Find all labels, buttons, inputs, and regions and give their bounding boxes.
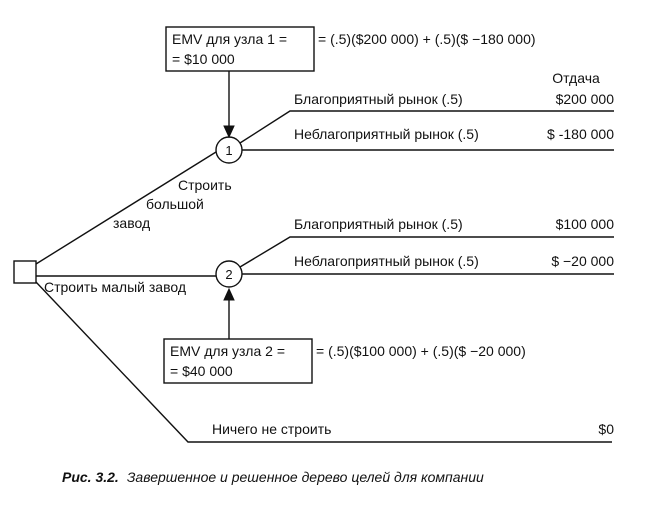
figure-caption (62, 469, 484, 485)
emv-node-1-title: EMV для узла 1 = (172, 31, 287, 47)
emv-node-1-formula: = (.5)($200 000) + (.5)($ −180 000) (318, 31, 536, 47)
chance-node-2-number: 2 (225, 267, 233, 282)
emv-arrow-2-head (224, 289, 234, 300)
decision-large-line-3: завод (113, 215, 151, 231)
payoff-1: $200 000 (555, 91, 614, 107)
decision-node (14, 261, 36, 283)
payoff-3: $100 000 (555, 216, 614, 232)
outcome-label-2: Неблагоприятный рынок (.5) (294, 126, 479, 142)
emv-node-1-value: = $10 000 (172, 51, 235, 67)
payoff-4: $ −20 000 (551, 253, 614, 269)
emv-node-2-title: EMV для узла 2 = (170, 343, 285, 359)
decision-nothing-label: Ничего не строить (212, 421, 332, 437)
decision-large-line-2: большой (146, 196, 204, 212)
decision-large-line-1: Строить (178, 177, 232, 193)
outcome-label-3: Благоприятный рынок (.5) (294, 216, 463, 232)
decision-small-label: Строить малый завод (44, 279, 186, 295)
chance-node-1-number: 1 (225, 143, 233, 158)
payoff-header: Отдача (552, 70, 600, 86)
outcome-label-4: Неблагоприятный рынок (.5) (294, 253, 479, 269)
outcome-label-1: Благоприятный рынок (.5) (294, 91, 463, 107)
emv-node-2-formula: = (.5)($100 000) + (.5)($ −20 000) (316, 343, 526, 359)
emv-node-2-value: = $40 000 (170, 363, 233, 379)
payoff-2: $ -180 000 (547, 126, 614, 142)
branch-do-nothing (36, 282, 612, 442)
caption-prefix: Рис. 3.2. (62, 469, 119, 485)
caption-text: Завершенное и решенное дерево целей для компании (126, 469, 484, 485)
payoff-5: $0 (598, 421, 614, 437)
emv-arrow-1-head (224, 126, 234, 137)
